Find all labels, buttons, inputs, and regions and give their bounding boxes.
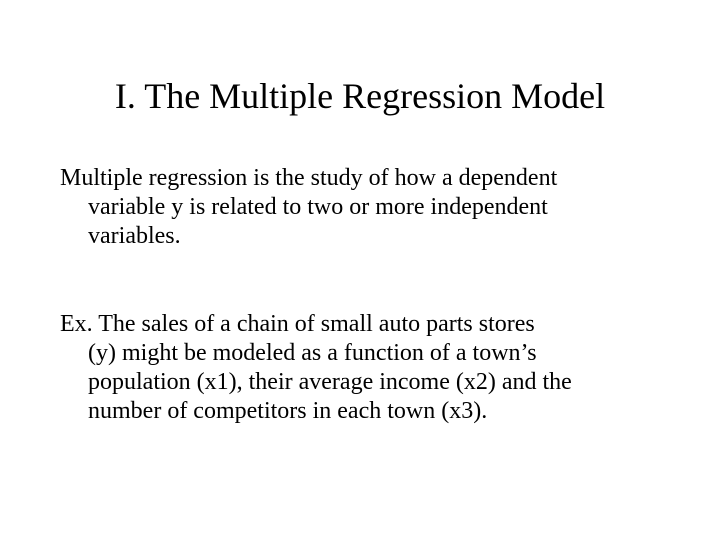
paragraph-line: variables. (88, 223, 181, 249)
paragraph-line: Multiple regression is the study of how a dependent (60, 165, 558, 191)
slide-title: I. The Multiple Regression Model (114, 76, 606, 116)
paragraph-line: Ex. The sales of a chain of small auto parts stores (60, 311, 535, 337)
paragraph-line: variable y is related to two or more independent (88, 194, 548, 220)
paragraph-line: (y) might be modeled as a function of a town’s (88, 340, 537, 366)
example-paragraph (60, 310, 680, 426)
definition-paragraph (60, 164, 680, 251)
paragraph-line: number of competitors in each town (x3). (88, 398, 488, 424)
paragraph-line: population (x1), their average income (x2) and the (88, 369, 572, 395)
